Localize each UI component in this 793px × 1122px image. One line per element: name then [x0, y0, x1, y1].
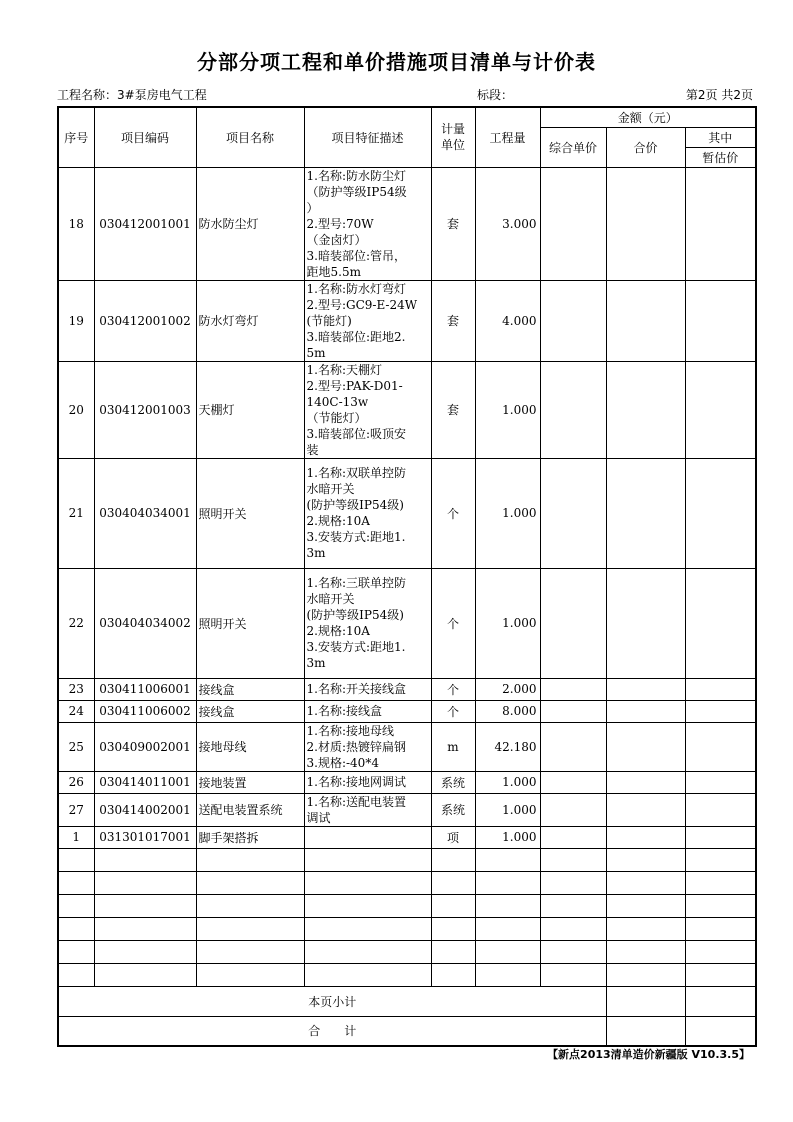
empty-cell: [304, 871, 431, 894]
empty-cell: [685, 963, 756, 986]
cell-total-price: [606, 722, 685, 771]
empty-cell: [540, 963, 606, 986]
cell-unit: 系统: [431, 771, 475, 793]
cell-seq: 20: [58, 361, 94, 458]
cell-total-price: [606, 678, 685, 700]
empty-cell: [431, 917, 475, 940]
cell-total-price: [606, 167, 685, 280]
cell-qty: 42.180: [475, 722, 540, 771]
cell-desc: 1.名称:接地网调试: [304, 771, 431, 793]
cell-name: 接地装置: [196, 771, 304, 793]
table-row: [58, 722, 756, 771]
empty-cell: [304, 917, 431, 940]
subtotal-row: [58, 986, 756, 1016]
cell-code: 030411006002: [94, 700, 196, 722]
cell-qty: 1.000: [475, 771, 540, 793]
cell-code: 031301017001: [94, 826, 196, 848]
cell-unit: 个: [431, 700, 475, 722]
empty-cell: [606, 894, 685, 917]
cell-unit-price: [540, 722, 606, 771]
cell-total-price: [606, 568, 685, 678]
empty-cell: [196, 963, 304, 986]
empty-cell: [304, 963, 431, 986]
cell-provisional: [685, 700, 756, 722]
empty-cell: [606, 848, 685, 871]
cell-unit-price: [540, 826, 606, 848]
cell-seq: 19: [58, 280, 94, 361]
cell-code: 030404034001: [94, 458, 196, 568]
cell-desc: 1.名称:接地母线 2.材质:热镀锌扁钢 3.规格:-40*4: [304, 722, 431, 771]
empty-row: [58, 848, 756, 871]
cell-code: 030404034002: [94, 568, 196, 678]
total-row-provisional: [685, 1016, 756, 1046]
cell-unit-price: [540, 793, 606, 826]
cell-name: 照明开关: [196, 458, 304, 568]
empty-cell: [685, 871, 756, 894]
cell-seq: 24: [58, 700, 94, 722]
empty-cell: [475, 940, 540, 963]
cell-unit-price: [540, 700, 606, 722]
empty-cell: [475, 963, 540, 986]
header-qty: 工程量: [475, 107, 540, 167]
subtotal-row-label: 本页小计: [58, 986, 606, 1016]
cell-total-price: [606, 771, 685, 793]
cell-unit: 系统: [431, 793, 475, 826]
cell-total-price: [606, 361, 685, 458]
empty-cell: [606, 871, 685, 894]
cell-seq: 23: [58, 678, 94, 700]
empty-cell: [196, 848, 304, 871]
cell-unit-price: [540, 678, 606, 700]
empty-cell: [94, 940, 196, 963]
empty-cell: [540, 848, 606, 871]
cell-unit-price: [540, 771, 606, 793]
cell-provisional: [685, 678, 756, 700]
table-row: [58, 826, 756, 848]
cell-unit: 套: [431, 167, 475, 280]
cell-name: 接线盒: [196, 700, 304, 722]
table-row: [58, 568, 756, 678]
empty-cell: [475, 917, 540, 940]
empty-cell: [540, 940, 606, 963]
cell-provisional: [685, 722, 756, 771]
empty-cell: [304, 894, 431, 917]
cell-qty: 1.000: [475, 361, 540, 458]
header-desc: 项目特征描述: [304, 107, 431, 167]
page-info: 第2页 共2页: [685, 88, 753, 102]
empty-cell: [58, 940, 94, 963]
empty-cell: [606, 940, 685, 963]
empty-cell: [94, 963, 196, 986]
header-provisional: 暂估价: [685, 147, 756, 167]
section-label: 标段：: [477, 88, 514, 102]
cell-unit: 个: [431, 678, 475, 700]
cell-qty: 2.000: [475, 678, 540, 700]
cell-qty: 3.000: [475, 167, 540, 280]
header-name: 项目名称: [196, 107, 304, 167]
cell-provisional: [685, 167, 756, 280]
table-row: [58, 458, 756, 568]
cell-qty: 8.000: [475, 700, 540, 722]
empty-cell: [196, 940, 304, 963]
empty-cell: [431, 894, 475, 917]
software-footer: 【新点2013清单造价新疆版 V10.3.5】: [547, 1048, 750, 1061]
subtotal-row-provisional: [685, 986, 756, 1016]
project-name: 工程名称：3#泵房电气工程: [57, 88, 207, 102]
cell-qty: 1.000: [475, 458, 540, 568]
empty-cell: [540, 871, 606, 894]
cell-seq: 26: [58, 771, 94, 793]
cell-desc: 1.名称:三联单控防 水暗开关 (防护等级IP54级) 2.规格:10A 3.安装方式:距地1. 3m: [304, 568, 431, 678]
cell-total-price: [606, 700, 685, 722]
cell-desc: 1.名称:送配电装置 调试: [304, 793, 431, 826]
cell-total-price: [606, 458, 685, 568]
cell-qty: 1.000: [475, 793, 540, 826]
cell-total-price: [606, 793, 685, 826]
table-row: [58, 771, 756, 793]
empty-cell: [685, 848, 756, 871]
cell-code: 030412001002: [94, 280, 196, 361]
cell-total-price: [606, 826, 685, 848]
cell-desc: 1.名称:天棚灯 2.型号:PAK-D01- 140C-13w （节能灯） 3.暗装部位:吸顶安 装: [304, 361, 431, 458]
cell-seq: 21: [58, 458, 94, 568]
cell-seq: 25: [58, 722, 94, 771]
header-seq: 序号: [58, 107, 94, 167]
empty-cell: [540, 894, 606, 917]
cell-name: 照明开关: [196, 568, 304, 678]
cell-unit-price: [540, 167, 606, 280]
empty-row: [58, 917, 756, 940]
table-row: [58, 700, 756, 722]
empty-cell: [475, 848, 540, 871]
empty-cell: [475, 871, 540, 894]
cell-desc: 1.名称:防水灯弯灯 2.型号:GC9-E-24W (节能灯) 3.暗装部位:距地2. 5m: [304, 280, 431, 361]
cell-unit-price: [540, 280, 606, 361]
cell-unit: 套: [431, 280, 475, 361]
empty-cell: [304, 940, 431, 963]
cell-desc: 1.名称:双联单控防 水暗开关 (防护等级IP54级) 2.规格:10A 3.安装方式:距地1. 3m: [304, 458, 431, 568]
empty-cell: [58, 848, 94, 871]
table-row: [58, 280, 756, 361]
empty-cell: [431, 848, 475, 871]
empty-cell: [431, 871, 475, 894]
empty-row: [58, 963, 756, 986]
cell-name: 接地母线: [196, 722, 304, 771]
cell-name: 防水灯弯灯: [196, 280, 304, 361]
empty-cell: [540, 917, 606, 940]
cell-code: 030411006001: [94, 678, 196, 700]
cell-unit: m: [431, 722, 475, 771]
empty-cell: [475, 894, 540, 917]
cell-qty: 4.000: [475, 280, 540, 361]
empty-cell: [431, 940, 475, 963]
empty-cell: [685, 917, 756, 940]
table-row: [58, 793, 756, 826]
cell-code: 030414002001: [94, 793, 196, 826]
cell-unit: 个: [431, 458, 475, 568]
cell-provisional: [685, 361, 756, 458]
empty-cell: [304, 848, 431, 871]
empty-cell: [58, 894, 94, 917]
bill-table: [57, 106, 757, 1047]
cell-unit-price: [540, 568, 606, 678]
table-row: [58, 678, 756, 700]
cell-code: 030414011001: [94, 771, 196, 793]
cell-provisional: [685, 771, 756, 793]
cell-name: 天棚灯: [196, 361, 304, 458]
cell-total-price: [606, 280, 685, 361]
subtotal-row-total-price: [606, 986, 685, 1016]
cell-provisional: [685, 458, 756, 568]
cell-seq: 27: [58, 793, 94, 826]
empty-cell: [196, 917, 304, 940]
table-row: [58, 361, 756, 458]
empty-cell: [196, 871, 304, 894]
cell-seq: 22: [58, 568, 94, 678]
empty-cell: [431, 963, 475, 986]
empty-row: [58, 871, 756, 894]
empty-row: [58, 940, 756, 963]
cell-seq: 18: [58, 167, 94, 280]
empty-cell: [196, 894, 304, 917]
empty-cell: [94, 894, 196, 917]
cell-code: 030409002001: [94, 722, 196, 771]
total-row: [58, 1016, 756, 1046]
empty-cell: [685, 894, 756, 917]
cell-unit-price: [540, 361, 606, 458]
cell-name: 接线盒: [196, 678, 304, 700]
cell-desc: [304, 826, 431, 848]
cell-name: 脚手架搭拆: [196, 826, 304, 848]
empty-cell: [94, 917, 196, 940]
cell-unit-price: [540, 458, 606, 568]
total-row-total-price: [606, 1016, 685, 1046]
header-of-which: 其中: [685, 127, 756, 147]
page-title: 分部分项工程和单价措施项目清单与计价表: [197, 50, 596, 74]
empty-cell: [94, 848, 196, 871]
empty-cell: [58, 871, 94, 894]
cell-name: 防水防尘灯: [196, 167, 304, 280]
empty-cell: [94, 871, 196, 894]
cell-provisional: [685, 280, 756, 361]
cell-desc: 1.名称:接线盒: [304, 700, 431, 722]
cell-desc: 1.名称:开关接线盒: [304, 678, 431, 700]
cell-desc: 1.名称:防水防尘灯 （防护等级IP54级 ） 2.型号:70W （金卤灯） 3.暗装部位:管吊， 距地5.5m: [304, 167, 431, 280]
empty-cell: [58, 917, 94, 940]
header-unit: 计量 单位: [431, 107, 475, 167]
empty-cell: [58, 963, 94, 986]
cell-provisional: [685, 793, 756, 826]
cell-code: 030412001003: [94, 361, 196, 458]
cell-unit: 套: [431, 361, 475, 458]
cell-provisional: [685, 826, 756, 848]
cell-provisional: [685, 568, 756, 678]
header-total-price: 合价: [606, 127, 685, 167]
cell-name: 送配电装置系统: [196, 793, 304, 826]
empty-cell: [606, 963, 685, 986]
total-row-label: 合 计: [58, 1016, 606, 1046]
empty-cell: [685, 940, 756, 963]
cell-unit: 项: [431, 826, 475, 848]
empty-cell: [606, 917, 685, 940]
cell-qty: 1.000: [475, 826, 540, 848]
empty-row: [58, 894, 756, 917]
header-unit-price: 综合单价: [540, 127, 606, 167]
header-amount: 金额（元）: [540, 107, 756, 127]
cell-qty: 1.000: [475, 568, 540, 678]
cell-seq: 1: [58, 826, 94, 848]
header-code: 项目编码: [94, 107, 196, 167]
cell-unit: 个: [431, 568, 475, 678]
table-row: [58, 167, 756, 280]
cell-code: 030412001001: [94, 167, 196, 280]
